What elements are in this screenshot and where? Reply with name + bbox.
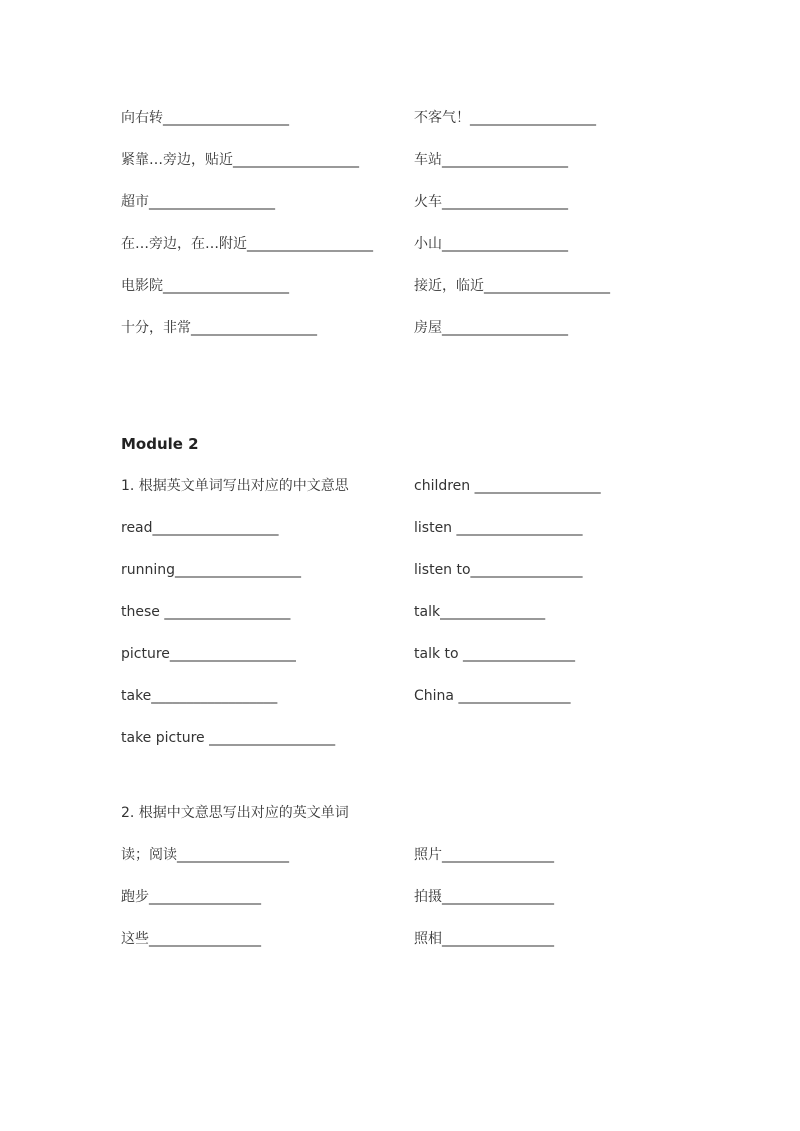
part1-instruction: 1. 根据英文单词写出对应的中文意思 <box>121 478 349 494</box>
vocab-item: 跑步________________ <box>121 889 261 905</box>
vocab-item: picture__________________ <box>121 646 296 662</box>
vocab-item: take picture __________________ <box>121 730 336 746</box>
part2-instruction: 2. 根据中文意思写出对应的英文单词 <box>121 805 349 821</box>
vocab-item: 火车__________________ <box>414 194 568 210</box>
vocab-item: 拍摄________________ <box>414 889 554 905</box>
vocab-item: 车站__________________ <box>414 152 568 168</box>
vocab-item: listen to________________ <box>414 562 583 578</box>
vocab-item: these __________________ <box>121 604 291 620</box>
vocab-item: 电影院__________________ <box>121 278 289 294</box>
vocab-item: 在…旁边，在…附近__________________ <box>121 236 373 252</box>
vocab-item: China ________________ <box>414 688 571 704</box>
vocab-item: 小山__________________ <box>414 236 568 252</box>
vocab-item: talk_______________ <box>414 604 546 620</box>
vocab-item: 不客气！__________________ <box>414 110 596 126</box>
vocab-item: 照片________________ <box>414 847 554 863</box>
vocab-item: read__________________ <box>121 520 279 536</box>
vocab-item: 这些________________ <box>121 931 261 947</box>
vocab-item: children __________________ <box>414 478 601 494</box>
vocab-item: 房屋__________________ <box>414 320 568 336</box>
vocab-item: 照相________________ <box>414 931 554 947</box>
vocab-item: 紧靠…旁边，贴近__________________ <box>121 152 359 168</box>
vocab-item: take__________________ <box>121 688 278 704</box>
vocab-item: 超市__________________ <box>121 194 275 210</box>
vocab-item: 读；阅读________________ <box>121 847 289 863</box>
module-title: Module 2 <box>121 435 199 453</box>
vocab-item: 向右转__________________ <box>121 110 289 126</box>
vocab-item: 十分，非常__________________ <box>121 320 317 336</box>
vocab-item: running__________________ <box>121 562 302 578</box>
vocab-item: 接近，临近__________________ <box>414 278 610 294</box>
vocab-item: talk to ________________ <box>414 646 576 662</box>
vocab-item: listen __________________ <box>414 520 583 536</box>
